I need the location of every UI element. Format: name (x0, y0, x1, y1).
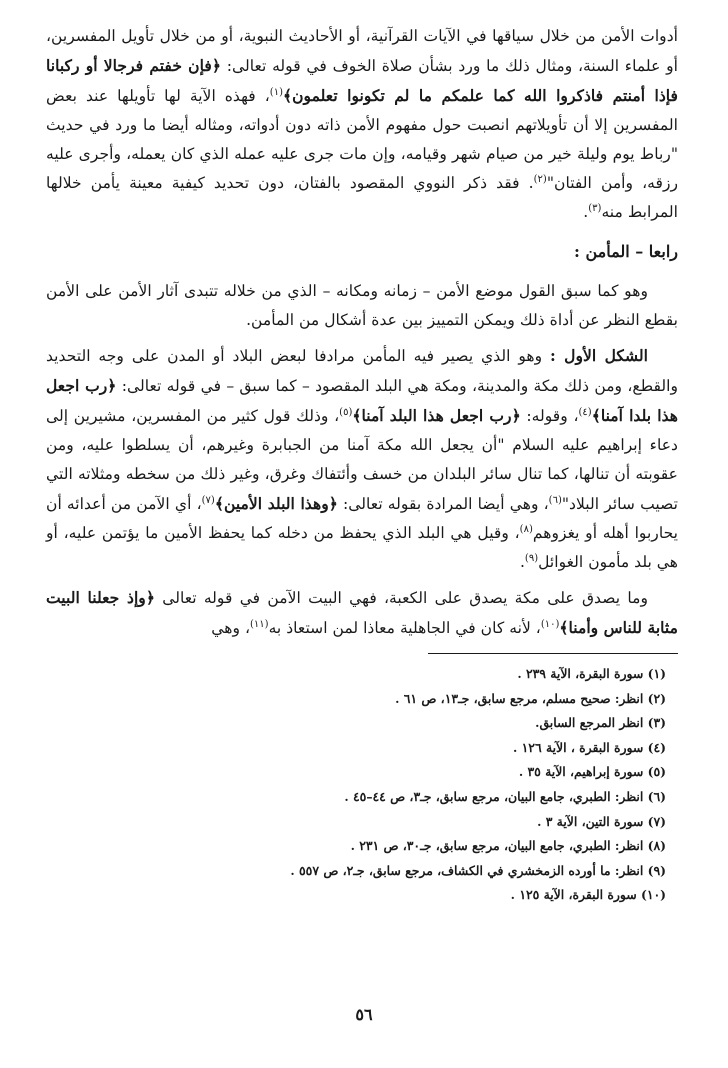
paragraph-text: وهو الذي يصير فيه المأمن مرادفا لبعض البلاد أو المدن على وجه التحديد والقطع، ومن ذلك مكة والمدينة، ومكة هي البلد المقصود – كما سبق – في قوله تعالى: (46, 347, 678, 395)
footnote-ref[interactable]: (٤) (578, 406, 592, 418)
footnote-item: (٦) انظر: الطبري، جامع البيان، مرجع سابق، جـ٣، ص ٤٤–٤٥ . (344, 788, 666, 804)
footnote-item: (٨) انظر: الطبري، جامع البيان، مرجع سابق، جـ٣٠، ص ٢٣١ . (350, 838, 666, 854)
quran-verse: ﴿وإذ جعلنا البيت مثابة للناس وأمنا﴾ (46, 588, 678, 637)
quran-verse: ﴿رب اجعل هذا البلد آمنا﴾ (352, 406, 521, 425)
footnote-item: (٥) سورة إبراهيم، الآية ٣٥ . (518, 764, 666, 780)
footnote-list (46, 662, 678, 908)
footnote-item: (١٠) سورة البقرة، الآية ١٢٥ . (510, 887, 666, 903)
footnote-item: (٤) سورة البقرة ، الآية ١٢٦ . (513, 739, 666, 755)
footnote-divider (428, 653, 678, 654)
section-heading: رابعا – المأمن : (573, 242, 678, 261)
footnote-item: (٩) انظر: ما أورده الزمخشري في الكشاف، مرجع سابق، جـ٢، ص ٥٥٧ . (290, 862, 666, 878)
paragraph-text: أدوات الأمن من خلال سياقها في الآيات القرآنية، أو الأحاديث النبوية، أو من خلال تأويل المفسرين، أو علماء السنة، ومثال ذلك ما ورد بشأن صلاة الخوف في قوله تعالى: (46, 27, 678, 75)
paragraph-text: ، وقيل هي البلد الذي يحفظ من دخله كما يحفظ الأمين ما يؤتمن عليه، أو هي بلد مأمون الغوائل (46, 524, 678, 571)
footnote-ref[interactable]: (١١) (250, 618, 269, 630)
footnote-ref[interactable]: (٧) (201, 494, 215, 506)
footnote-ref[interactable]: (١٠) (540, 618, 560, 630)
paragraph-text: . فقد ذكر النووي المقصود بالفتان، دون تحديد كيفية معينة يأمن خلالها المرابط منه (46, 174, 678, 221)
paragraph-text: ، وهي (211, 619, 250, 637)
paragraph-text: وما يصدق على مكة يصدق على الكعبة، فهي البيت الآمن في قوله تعالى (154, 589, 648, 607)
footnote-ref[interactable]: (١) (269, 86, 283, 98)
paragraph-text: ، وقوله: (520, 407, 579, 425)
paragraph-text: ، وذلك قول كثير من المفسرين، مشيرين إلى دعاء إبراهيم عليه السلام "أن يجعل الله مكة آمنا من الجبابرة وغيرهم، أن يسلطوا عليه، ومن عقوبته أن تنالها، كما تنال سائر البلدان من خسف وأئتفاك وغرق، وغير ذلك من سخطه ومثلاته التي تصيب سائر البلاد" (46, 407, 679, 513)
footnote-ref[interactable]: (٢) (533, 173, 547, 185)
footnote-item: (١) سورة البقرة، الآية ٢٣٩ . (517, 666, 666, 681)
paragraph-text: ، لأنه كان في الجاهلية معاذا لمن استعاذ به (268, 619, 541, 637)
footnote-item: (٢) انظر: صحيح مسلم، مرجع سابق، جـ١٣، ص ٦١ . (395, 690, 666, 706)
paragraph-text: . (519, 553, 525, 571)
paragraph-first-form (46, 341, 678, 577)
footnote-ref[interactable]: (٨) (519, 523, 533, 535)
paragraph-text: ، وهي أيضا المرادة بقوله تعالى: (337, 495, 549, 513)
paragraph-text: ، أي الآمن من أعدائه أن يحاربوا أهله أو يغزوهم (46, 495, 678, 542)
paragraph-security-tools (46, 22, 678, 227)
form-label: الشكل الأول : (550, 346, 648, 365)
footnote-item: (٧) سورة التين، الآية ٣ . (537, 813, 666, 829)
paragraph-text: ، فهذه الآية لها تأويلها عند بعض المفسرين إلا أن تأويلاتهم انصبت حول مفهوم الأمن ذاته دون أدواته، ومثاله أيضا ما ورد في حديث "رباط يوم وليلة خير من صيام شهر وقيامه، وإن مات جرى عليه عمله الذي كان يعمله، وأجرى عليه رزقه، وأمن الفتان" (46, 87, 679, 192)
quran-verse: ﴿وهذا البلد الأمين﴾ (214, 494, 338, 513)
footnote-item: (٣) انظر المرجع السابق. (535, 715, 666, 731)
footnote-ref[interactable]: (٦) (548, 494, 562, 506)
page-number: ٥٦ (355, 1005, 373, 1024)
footnote-ref[interactable]: (٩) (524, 552, 539, 564)
quran-verse: ﴿فإن خفتم فرجالا أو ركبانا فإذا أمنتم فاذكروا الله كما علمكم ما لم تكونوا تعلمون﴾ (46, 56, 678, 105)
paragraph-text: . (583, 203, 589, 221)
footnote-ref[interactable]: (٥) (339, 406, 353, 418)
footnote-ref[interactable]: (٣) (588, 202, 602, 214)
paragraph-kaaba (46, 583, 678, 643)
paragraph-mamen-definition: وهو كما سبق القول موضع الأمن – زمانه ومكانه – الذي من خلاله تتبدى آثار الأمن على الأمن بقطع النظر عن أداة ذلك ويمكن التمييز بين عدة أشكال من المأمن. (46, 282, 678, 329)
quran-verse: ﴿رب اجعل هذا بلدا آمنا﴾ (46, 376, 678, 425)
